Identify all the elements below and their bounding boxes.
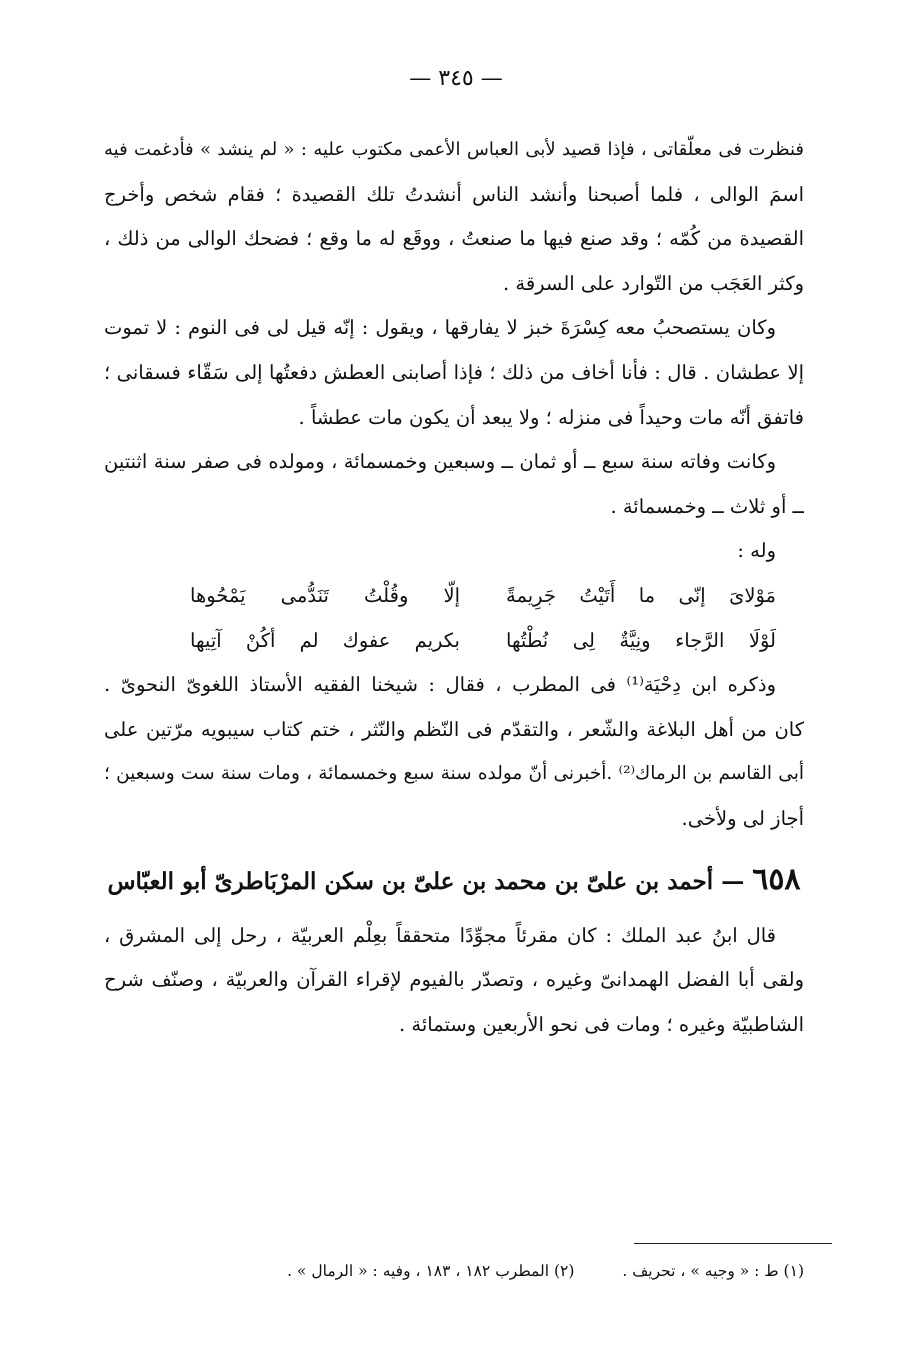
paragraph	[104, 914, 804, 1048]
paragraph	[104, 440, 804, 529]
entry-name: أحمد بن علىّ بن محمد بن علىّ بن سكن المرْبَاطرىّ أبو العبّاس	[107, 867, 714, 895]
poem-intro: وله :	[737, 539, 776, 563]
poem	[104, 574, 804, 663]
entry-number: ٦٥٨	[752, 861, 801, 897]
text-line: فنظرت فى معلّقاتى ، فإذا قصيد لأبى العباس الأعمى مكتوب عليه : « لم ينشد » فأدغمت فيه	[104, 139, 804, 160]
entry-heading	[104, 850, 804, 910]
hemistich-second: بكريم عفوك لم أكُنْ آتِيها	[190, 628, 460, 652]
text-line: وكثر العَجَب من التّوارد على السرقة .	[503, 271, 804, 295]
paragraph	[104, 128, 804, 306]
poem-verse	[104, 619, 804, 664]
text-line: قال ابنُ عبد الملك : كان مقرئاً مجوِّدًا متحققاً بعِلْم العربيّة ، رحل إلى المشرق ،	[104, 923, 776, 947]
page-number: — ٣٤٥ —	[409, 66, 503, 91]
text-line: وذكره ابن دِحْيَة⁽¹⁾ فى المطرب ، فقال : شيخنا الفقيه الأستاذ اللغوىّ النحوىّ .	[104, 673, 777, 697]
text-line: وكانت وفاته سنة سبع ــ أو ثمان ــ وسبعين وخمسمائة ، ومولده فى صفر سنة اثنتين	[104, 450, 776, 474]
text-line: أجاز لى ولأخى.	[681, 806, 804, 830]
text-line: ــ أو ثلاث ــ وخمسمائة .	[610, 494, 804, 518]
text-line: ولقى أبا الفضل الهمدانىّ وغيره ، وتصدّر بالفيوم لإقراء القرآن والعربيّة ، وصنّف شرح	[104, 968, 804, 992]
text-line: أبى القاسم بن الرماك⁽²⁾ .أخبرنى أنّ مولده سنة سبع وخمسمائة ، ومات سنة ست وسبعين ؛	[104, 763, 804, 785]
poem-verse	[104, 574, 804, 619]
body-text	[104, 128, 804, 1047]
footnote-divider	[634, 1243, 832, 1244]
text-line: كان من أهل البلاغة والشّعر ، والتقدّم فى النّظم والنّثر ، ختم كتاب سيبويه مرّتين على	[104, 717, 804, 741]
paragraph	[104, 306, 804, 440]
text-line: إلا عطشان . قال : فأنا أخاف من ذلك ؛ فإذا أصابنى العطش دفعتُها إلى سَقّاء فسقانى ؛	[104, 360, 804, 384]
hemistich-first: مَوْلاىَ إنّى ما أَتَيْتُ جَرِيمةً	[506, 583, 776, 607]
footnotes	[104, 1256, 804, 1286]
text-line: القصيدة من كُمّه ؛ وقد صنع فيها ما صنعتُ ، ووقَع له ما وقع ؛ فضحك الوالى من ذلك ،	[104, 227, 804, 251]
paragraph	[104, 663, 804, 841]
hemistich-second: إلّا وقُلْتُ تَنَدُّمى يَمْحُوها	[190, 583, 460, 607]
hemistich-first: لَوْلَا الرَّجاء ونِيَّةٌ لِى نُطْتُها	[506, 628, 776, 652]
footnote-2: (٢) المطرب ١٨٢ ، ١٨٣ ، وفيه : « الرمال » .	[287, 1262, 575, 1280]
footnote-1: (١) ط : « وجيه » ، تحريف .	[622, 1262, 804, 1280]
text-line: اسمَ الوالى ، فلما أصبحنا وأنشد الناس أنشدتُ تلك القصيدة ؛ فقام شخص وأخرج	[104, 182, 804, 206]
text-line: وكان يستصحبُ معه كِسْرَةَ خبز لا يفارقها ، ويقول : إنّه قيل لى فى النوم : لا تموت	[104, 316, 776, 340]
text-line: الشاطبيّة وغيره ؛ ومات فى نحو الأربعين وستمائة .	[399, 1012, 804, 1036]
entry-dash: —	[721, 867, 745, 895]
text-line: فاتفق أنّه مات وحيداً فى منزله ؛ ولا يبعد أن يكون مات عطشاً .	[298, 405, 804, 429]
